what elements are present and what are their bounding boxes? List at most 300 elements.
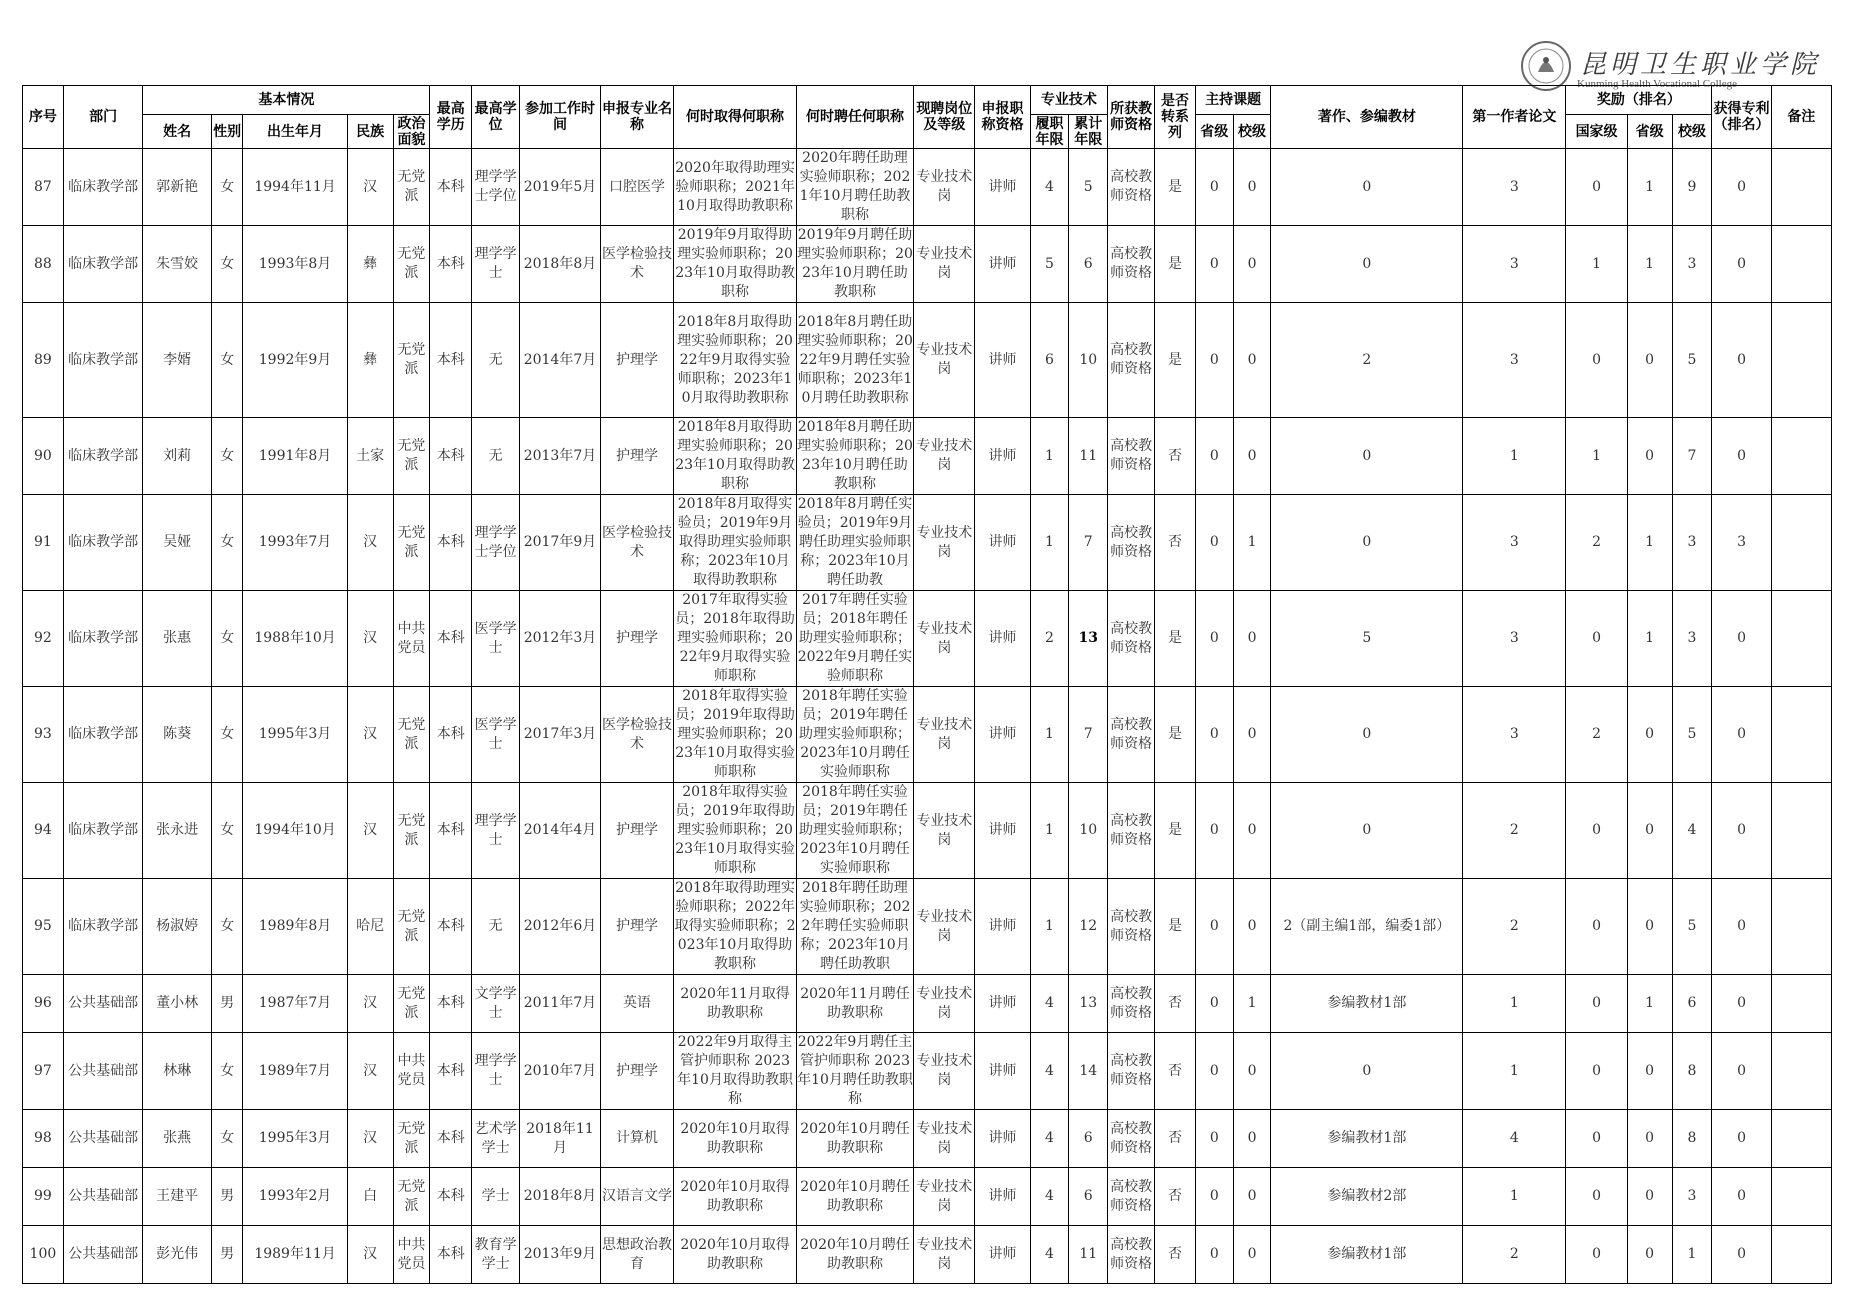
cell-apply: 讲师 [975, 418, 1030, 495]
cell-seq: 96 [23, 975, 64, 1033]
cell-cert: 高校教师资格 [1108, 591, 1155, 687]
cell-perf: 4 [1030, 1110, 1069, 1168]
cell-total: 10 [1069, 783, 1108, 879]
cell-degree: 医学学士 [472, 591, 520, 687]
cell-gender: 男 [211, 975, 243, 1033]
cell-proj-prov: 0 [1195, 1033, 1233, 1110]
cell-cert: 高校教师资格 [1108, 495, 1155, 591]
cell-edu: 本科 [430, 687, 472, 783]
cell-transfer: 是 [1155, 783, 1196, 879]
table-row [23, 1226, 1832, 1284]
cell-degree: 艺术学学士 [472, 1110, 520, 1168]
cell-proj-prov: 0 [1195, 879, 1233, 975]
cell-birth: 1995年3月 [243, 1110, 347, 1168]
cell-papers: 3 [1463, 303, 1566, 418]
header-teacher-cert: 所获教师资格 [1108, 86, 1155, 149]
cell-papers: 2 [1463, 1226, 1566, 1284]
cell-work: 2014年7月 [520, 303, 601, 418]
cell-remarks [1771, 879, 1831, 975]
cell-proj-school: 0 [1233, 1110, 1271, 1168]
cell-transfer: 否 [1155, 1168, 1196, 1226]
cell-transfer: 否 [1155, 1033, 1196, 1110]
cell-proj-prov: 0 [1195, 687, 1233, 783]
header-remarks: 备注 [1771, 86, 1831, 149]
cell-degree: 理学学士 [472, 226, 520, 303]
cell-edu: 本科 [430, 1168, 472, 1226]
table-row [23, 1110, 1832, 1168]
cell-gender: 男 [211, 1168, 243, 1226]
header-tech: 专业技术 [1030, 86, 1108, 115]
cell-award-prov: 0 [1627, 687, 1672, 783]
cell-seq: 100 [23, 1226, 64, 1284]
cell-books: 0 [1271, 495, 1463, 591]
cell-patents: 0 [1712, 418, 1771, 495]
cell-award-school: 4 [1672, 783, 1712, 879]
cell-perf: 4 [1030, 975, 1069, 1033]
cell-award-prov: 1 [1627, 149, 1672, 226]
cell-obtained: 2020年取得助理实验师职称；2021年10月取得助教职称 [674, 149, 797, 226]
cell-employed: 2017年聘任实验员；2018年聘任助理实验师职称；2022年9月聘任实验师职称 [796, 591, 913, 687]
cell-dept: 临床教学部 [63, 495, 143, 591]
cell-employed: 2020年10月聘任助教职称 [796, 1168, 913, 1226]
cell-birth: 1995年3月 [243, 687, 347, 783]
cell-papers: 1 [1463, 1033, 1566, 1110]
cell-cert: 高校教师资格 [1108, 303, 1155, 418]
cell-political: 无党派 [393, 1110, 430, 1168]
table-row [23, 149, 1832, 226]
cell-award-school: 3 [1672, 1168, 1712, 1226]
header-work-start: 参加工作时间 [520, 86, 601, 149]
cell-employed: 2018年8月聘任实验员；2019年9月聘任助理实验师职称；2023年10月聘任助教 [796, 495, 913, 591]
cell-papers: 3 [1463, 591, 1566, 687]
cell-transfer: 否 [1155, 418, 1196, 495]
cell-award-nat: 2 [1566, 495, 1627, 591]
cell-edu: 本科 [430, 879, 472, 975]
table-row [23, 783, 1832, 879]
cell-award-school: 5 [1672, 687, 1712, 783]
cell-work: 2012年3月 [520, 591, 601, 687]
cell-award-prov: 0 [1627, 783, 1672, 879]
cell-proj-school: 0 [1233, 1168, 1271, 1226]
cell-degree: 文学学士 [472, 975, 520, 1033]
cell-ethnic: 汉 [347, 1033, 393, 1110]
cell-ethnic: 汉 [347, 495, 393, 591]
table-row [23, 495, 1832, 591]
cell-remarks [1771, 226, 1831, 303]
cell-perf: 1 [1030, 879, 1069, 975]
cell-award-school: 9 [1672, 149, 1712, 226]
cell-remarks [1771, 1110, 1831, 1168]
cell-major: 护理学 [600, 783, 674, 879]
cell-proj-prov: 0 [1195, 783, 1233, 879]
cell-gender: 女 [211, 687, 243, 783]
cell-award-prov: 1 [1627, 591, 1672, 687]
cell-work: 2011年7月 [520, 975, 601, 1033]
cell-books: 参编教材1部 [1271, 1226, 1463, 1284]
cell-award-prov: 1 [1627, 495, 1672, 591]
cell-major: 护理学 [600, 879, 674, 975]
cell-apply: 讲师 [975, 783, 1030, 879]
cell-dept: 临床教学部 [63, 879, 143, 975]
cell-employed: 2018年8月聘任助理实验师职称；2022年9月聘任实验师职称；2023年10月聘任助教职称 [796, 303, 913, 418]
cell-ethnic: 汉 [347, 1226, 393, 1284]
cell-obtained: 2018年8月取得助理实验师职称；2023年10月取得助教职称 [674, 418, 797, 495]
cell-degree: 教育学学士 [472, 1226, 520, 1284]
cell-perf: 1 [1030, 495, 1069, 591]
header-tech-total: 累计年限 [1069, 115, 1108, 149]
cell-post: 专业技术岗 [914, 1226, 975, 1284]
cell-gender: 女 [211, 1110, 243, 1168]
cell-birth: 1992年9月 [243, 303, 347, 418]
cell-apply: 讲师 [975, 879, 1030, 975]
cell-political: 中共党员 [393, 591, 430, 687]
cell-political: 无党派 [393, 783, 430, 879]
header-title-obtained: 何时取得何职称 [674, 86, 797, 149]
header-degree: 最高学位 [472, 86, 520, 149]
cell-post: 专业技术岗 [914, 1168, 975, 1226]
cell-gender: 女 [211, 591, 243, 687]
cell-books: 参编教材1部 [1271, 1110, 1463, 1168]
header-transfer: 是否转系列 [1155, 86, 1196, 149]
cell-proj-prov: 0 [1195, 149, 1233, 226]
cell-work: 2018年11月 [520, 1110, 601, 1168]
cell-major: 计算机 [600, 1110, 674, 1168]
table-row [23, 226, 1832, 303]
staff-title-table [22, 85, 1832, 1284]
cell-employed: 2020年11月聘任助教职称 [796, 975, 913, 1033]
cell-apply: 讲师 [975, 495, 1030, 591]
cell-award-nat: 1 [1566, 418, 1627, 495]
cell-apply: 讲师 [975, 1226, 1030, 1284]
cell-award-prov: 0 [1627, 1033, 1672, 1110]
header-tech-perf: 履职年限 [1030, 115, 1069, 149]
cell-birth: 1987年7月 [243, 975, 347, 1033]
cell-books: 0 [1271, 687, 1463, 783]
cell-cert: 高校教师资格 [1108, 149, 1155, 226]
cell-total: 5 [1069, 149, 1108, 226]
cell-remarks [1771, 591, 1831, 687]
table-row [23, 687, 1832, 783]
cell-post: 专业技术岗 [914, 149, 975, 226]
cell-total: 6 [1069, 226, 1108, 303]
cell-total: 7 [1069, 495, 1108, 591]
cell-edu: 本科 [430, 591, 472, 687]
cell-name: 王建平 [143, 1168, 211, 1226]
cell-gender: 女 [211, 303, 243, 418]
cell-total: 6 [1069, 1110, 1108, 1168]
cell-gender: 女 [211, 879, 243, 975]
cell-work: 2012年6月 [520, 879, 601, 975]
cell-name: 林琳 [143, 1033, 211, 1110]
cell-obtained: 2018年8月取得助理实验师职称；2022年9月取得实验师职称；2023年10月取得助教职称 [674, 303, 797, 418]
cell-award-nat: 0 [1566, 975, 1627, 1033]
cell-transfer: 是 [1155, 303, 1196, 418]
cell-apply: 讲师 [975, 687, 1030, 783]
cell-name: 张永进 [143, 783, 211, 879]
cell-name: 刘莉 [143, 418, 211, 495]
cell-degree: 理学学士 [472, 1033, 520, 1110]
cell-patents: 0 [1712, 687, 1771, 783]
header-award-school: 校级 [1672, 115, 1712, 149]
table-body [23, 149, 1832, 1284]
table-row [23, 303, 1832, 418]
cell-edu: 本科 [430, 1110, 472, 1168]
cell-birth: 1989年7月 [243, 1033, 347, 1110]
cell-work: 2014年4月 [520, 783, 601, 879]
cell-papers: 3 [1463, 495, 1566, 591]
cell-birth: 1993年2月 [243, 1168, 347, 1226]
cell-transfer: 是 [1155, 226, 1196, 303]
cell-award-nat: 0 [1566, 591, 1627, 687]
cell-books: 5 [1271, 591, 1463, 687]
cell-books: 2 [1271, 303, 1463, 418]
cell-ethnic: 汉 [347, 975, 393, 1033]
table-row [23, 591, 1832, 687]
cell-post: 专业技术岗 [914, 879, 975, 975]
cell-proj-prov: 0 [1195, 226, 1233, 303]
cell-employed: 2018年聘任实验员；2019年聘任助理实验师职称；2023年10月聘任实验师职称 [796, 783, 913, 879]
cell-cert: 高校教师资格 [1108, 975, 1155, 1033]
cell-remarks [1771, 975, 1831, 1033]
cell-obtained: 2020年10月取得助教职称 [674, 1226, 797, 1284]
cell-seq: 91 [23, 495, 64, 591]
cell-remarks [1771, 783, 1831, 879]
cell-major: 英语 [600, 975, 674, 1033]
cell-apply: 讲师 [975, 1033, 1030, 1110]
cell-edu: 本科 [430, 226, 472, 303]
cell-edu: 本科 [430, 1226, 472, 1284]
cell-proj-prov: 0 [1195, 1226, 1233, 1284]
cell-award-nat: 0 [1566, 879, 1627, 975]
cell-name: 张惠 [143, 591, 211, 687]
cell-proj-prov: 0 [1195, 303, 1233, 418]
cell-proj-prov: 0 [1195, 1110, 1233, 1168]
header-post: 现聘岗位及等级 [914, 86, 975, 149]
cell-apply: 讲师 [975, 591, 1030, 687]
cell-award-prov: 0 [1627, 303, 1672, 418]
cell-employed: 2020年10月聘任助教职称 [796, 1226, 913, 1284]
cell-work: 2017年9月 [520, 495, 601, 591]
cell-award-nat: 0 [1566, 1033, 1627, 1110]
cell-employed: 2018年聘任助理实验师职称；2022年聘任实验师职称；2023年10月聘任助教职 [796, 879, 913, 975]
cell-work: 2013年9月 [520, 1226, 601, 1284]
cell-proj-school: 0 [1233, 303, 1271, 418]
cell-ethnic: 汉 [347, 783, 393, 879]
cell-gender: 女 [211, 783, 243, 879]
cell-work: 2018年8月 [520, 1168, 601, 1226]
cell-major: 护理学 [600, 591, 674, 687]
cell-award-school: 3 [1672, 226, 1712, 303]
cell-birth: 1988年10月 [243, 591, 347, 687]
cell-proj-school: 0 [1233, 783, 1271, 879]
cell-total: 12 [1069, 879, 1108, 975]
cell-transfer: 是 [1155, 591, 1196, 687]
table-row [23, 1033, 1832, 1110]
cell-political: 无党派 [393, 879, 430, 975]
cell-proj-prov: 0 [1195, 495, 1233, 591]
cell-edu: 本科 [430, 783, 472, 879]
cell-total: 11 [1069, 1226, 1108, 1284]
cell-birth: 1994年11月 [243, 149, 347, 226]
cell-books: 参编教材2部 [1271, 1168, 1463, 1226]
header-patents: 获得专利（排名） [1712, 86, 1771, 149]
table-row [23, 1168, 1832, 1226]
cell-award-nat: 0 [1566, 303, 1627, 418]
cell-gender: 女 [211, 1033, 243, 1110]
cell-award-nat: 0 [1566, 1168, 1627, 1226]
cell-work: 2010年7月 [520, 1033, 601, 1110]
cell-perf: 1 [1030, 418, 1069, 495]
cell-name: 郭新艳 [143, 149, 211, 226]
cell-obtained: 2020年10月取得助教职称 [674, 1110, 797, 1168]
cell-cert: 高校教师资格 [1108, 1110, 1155, 1168]
cell-political: 无党派 [393, 687, 430, 783]
cell-cert: 高校教师资格 [1108, 418, 1155, 495]
cell-ethnic: 汉 [347, 149, 393, 226]
cell-proj-school: 0 [1233, 1226, 1271, 1284]
cell-major: 医学检验技术 [600, 687, 674, 783]
cell-perf: 1 [1030, 783, 1069, 879]
cell-dept: 公共基础部 [63, 975, 143, 1033]
cell-work: 2018年8月 [520, 226, 601, 303]
cell-name: 李婿 [143, 303, 211, 418]
cell-political: 无党派 [393, 149, 430, 226]
cell-seq: 89 [23, 303, 64, 418]
cell-perf: 2 [1030, 591, 1069, 687]
cell-ethnic: 哈尼 [347, 879, 393, 975]
cell-patents: 0 [1712, 591, 1771, 687]
cell-major: 口腔医学 [600, 149, 674, 226]
cell-total: 10 [1069, 303, 1108, 418]
cell-books: 0 [1271, 418, 1463, 495]
cell-ethnic: 汉 [347, 687, 393, 783]
cell-dept: 临床教学部 [63, 149, 143, 226]
cell-edu: 本科 [430, 149, 472, 226]
cell-employed: 2018年聘任实验员；2019年聘任助理实验师职称；2023年10月聘任实验师职称 [796, 687, 913, 783]
cell-birth: 1989年11月 [243, 1226, 347, 1284]
cell-edu: 本科 [430, 303, 472, 418]
cell-patents: 0 [1712, 1226, 1771, 1284]
cell-name: 陈葵 [143, 687, 211, 783]
cell-remarks [1771, 149, 1831, 226]
cell-ethnic: 彝 [347, 226, 393, 303]
cell-gender: 男 [211, 1226, 243, 1284]
cell-post: 专业技术岗 [914, 495, 975, 591]
cell-proj-school: 1 [1233, 975, 1271, 1033]
cell-award-school: 8 [1672, 1033, 1712, 1110]
cell-transfer: 否 [1155, 1110, 1196, 1168]
cell-award-prov: 0 [1627, 1168, 1672, 1226]
cell-apply: 讲师 [975, 303, 1030, 418]
cell-award-school: 3 [1672, 591, 1712, 687]
cell-ethnic: 白 [347, 1168, 393, 1226]
cell-papers: 1 [1463, 1168, 1566, 1226]
header-proj-school: 校级 [1233, 115, 1271, 149]
cell-ethnic: 土家 [347, 418, 393, 495]
cell-apply: 讲师 [975, 1168, 1030, 1226]
cell-name: 朱雪姣 [143, 226, 211, 303]
cell-apply: 讲师 [975, 975, 1030, 1033]
cell-award-school: 5 [1672, 303, 1712, 418]
cell-perf: 5 [1030, 226, 1069, 303]
cell-edu: 本科 [430, 1033, 472, 1110]
cell-apply: 讲师 [975, 1110, 1030, 1168]
cell-degree: 无 [472, 879, 520, 975]
cell-award-prov: 0 [1627, 879, 1672, 975]
cell-degree: 理学学士 [472, 783, 520, 879]
cell-patents: 0 [1712, 1110, 1771, 1168]
cell-birth: 1989年8月 [243, 879, 347, 975]
cell-ethnic: 汉 [347, 591, 393, 687]
cell-total: 6 [1069, 1168, 1108, 1226]
cell-ethnic: 汉 [347, 1110, 393, 1168]
cell-award-school: 6 [1672, 975, 1712, 1033]
header-birth: 出生年月 [243, 115, 347, 149]
cell-political: 无党派 [393, 303, 430, 418]
cell-post: 专业技术岗 [914, 226, 975, 303]
cell-proj-school: 1 [1233, 495, 1271, 591]
header-proj-prov: 省级 [1195, 115, 1233, 149]
cell-award-nat: 1 [1566, 226, 1627, 303]
cell-post: 专业技术岗 [914, 783, 975, 879]
cell-books: 2（副主编1部，编委1部） [1271, 879, 1463, 975]
header-gender: 性别 [211, 115, 243, 149]
cell-birth: 1993年8月 [243, 226, 347, 303]
cell-obtained: 2022年9月取得主管护师职称 2023年10月取得助教职称 [674, 1033, 797, 1110]
cell-perf: 4 [1030, 149, 1069, 226]
cell-proj-school: 0 [1233, 226, 1271, 303]
cell-award-nat: 0 [1566, 1226, 1627, 1284]
cell-name: 董小林 [143, 975, 211, 1033]
cell-major: 护理学 [600, 418, 674, 495]
cell-award-prov: 1 [1627, 975, 1672, 1033]
cell-degree: 无 [472, 303, 520, 418]
cell-obtained: 2019年9月取得助理实验师职称；2023年10月取得助教职称 [674, 226, 797, 303]
cell-seq: 92 [23, 591, 64, 687]
cell-work: 2019年5月 [520, 149, 601, 226]
cell-cert: 高校教师资格 [1108, 226, 1155, 303]
cell-degree: 理学学士学位 [472, 149, 520, 226]
cell-obtained: 2018年取得助理实验师职称；2022年取得实验师职称；2023年10月取得助教职称 [674, 879, 797, 975]
college-name-cn: 昆明卫生职业学院 [1580, 50, 1821, 80]
cell-work: 2017年3月 [520, 687, 601, 783]
cell-perf: 1 [1030, 687, 1069, 783]
cell-total: 14 [1069, 1033, 1108, 1110]
cell-remarks [1771, 687, 1831, 783]
cell-dept: 临床教学部 [63, 687, 143, 783]
cell-books: 0 [1271, 783, 1463, 879]
cell-award-prov: 0 [1627, 1110, 1672, 1168]
cell-dept: 公共基础部 [63, 1033, 143, 1110]
cell-award-school: 1 [1672, 1226, 1712, 1284]
cell-award-school: 5 [1672, 879, 1712, 975]
cell-gender: 女 [211, 226, 243, 303]
cell-employed: 2020年聘任助理实验师职称；2021年10月聘任助教职称 [796, 149, 913, 226]
cell-political: 中共党员 [393, 1226, 430, 1284]
cell-major: 汉语言文学 [600, 1168, 674, 1226]
cell-patents: 0 [1712, 1033, 1771, 1110]
header-basic: 基本情况 [143, 86, 430, 115]
cell-award-prov: 0 [1627, 418, 1672, 495]
cell-proj-prov: 0 [1195, 591, 1233, 687]
cell-obtained: 2020年10月取得助教职称 [674, 1168, 797, 1226]
cell-proj-school: 0 [1233, 687, 1271, 783]
cell-patents: 0 [1712, 879, 1771, 975]
cell-ethnic: 彝 [347, 303, 393, 418]
cell-transfer: 是 [1155, 687, 1196, 783]
header-apply-title: 申报职称资格 [975, 86, 1030, 149]
cell-proj-school: 0 [1233, 418, 1271, 495]
